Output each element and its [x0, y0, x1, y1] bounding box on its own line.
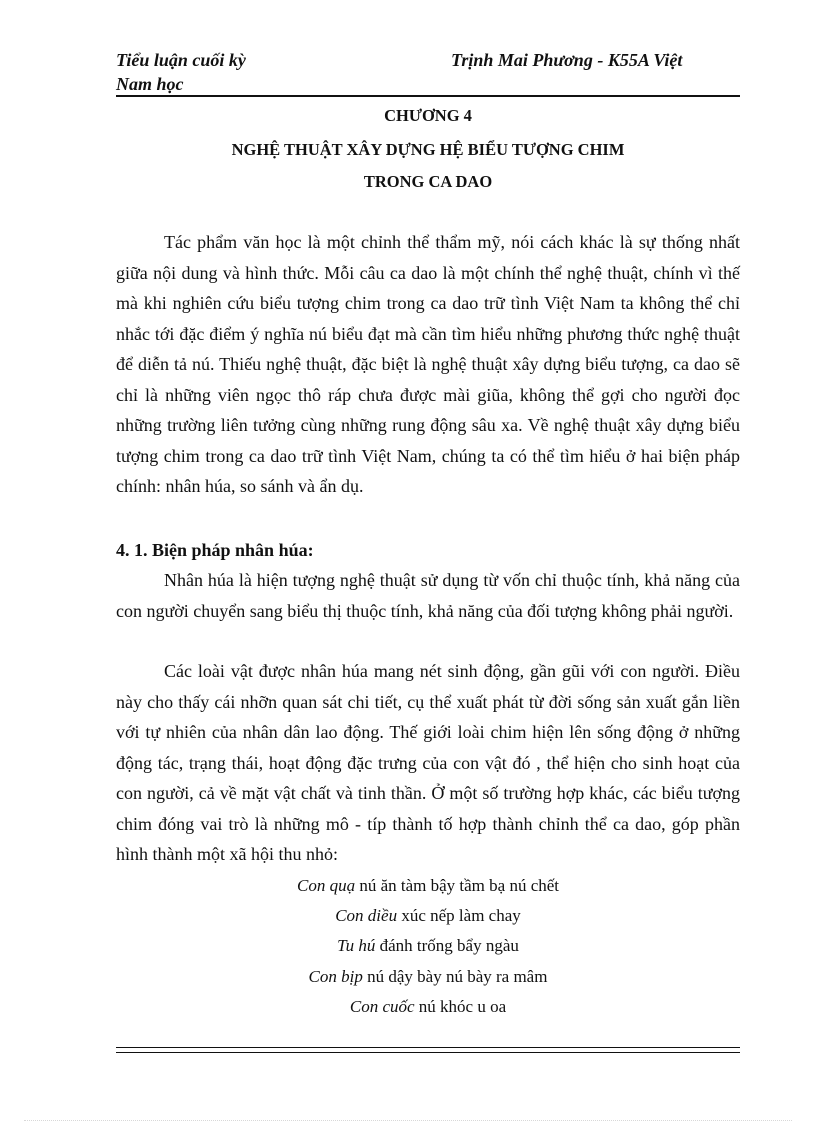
poem-line-text: đánh trống bẩy ngàu: [375, 936, 519, 956]
chapter-title-line-2: TRONG CA DAO: [363, 172, 493, 191]
poem-bird-name: Tu hú: [337, 936, 376, 956]
poem-line-text: nú ăn tàm bậy tầm bạ nú chết: [355, 876, 560, 895]
definition-paragraph: Nhân húa là hiện tượng nghệ thuật sử dụng từ vốn chỉ thuộc tính, khả năng của con người chuyển sang biểu thị thuộc tính, khả năng của đối tượng không phải người.: [116, 570, 740, 621]
header-rule: [116, 95, 740, 97]
footer-rule: [116, 1047, 740, 1053]
poem-line: [116, 901, 740, 931]
poem-line-text: xúc nếp làm chay: [397, 906, 521, 926]
poem-excerpt: [116, 871, 740, 1022]
poem-line: [116, 931, 740, 961]
header-course-title: Tiểu luận cuối kỳ: [116, 50, 246, 70]
header-continuation: Nam học: [116, 74, 184, 94]
poem-line: [116, 992, 740, 1022]
analysis-paragraph: Các loài vật được nhân húa mang nét sinh động, gần gũi với con người. Điều này cho thấy cái nhỡn quan sát chi tiết, cụ thể xuất phát từ đời sống sản xuất gắn liền với tự nhiên của nhân dân lao động. Thế giới loài chim hiện lên sống động ở những động tác, trạng thái, hoạt động đặc trưng của con vật đó , thể hiện cho sinh hoạt của con người, cả về mặt vật chất và tinh thần. Ở một số trường hợp khác, các biểu tượng chim đóng vai trò là những mô - típ thành tố hợp thành chỉnh thể ca dao, góp phần hình thành một xã hội thu nhỏ:: [116, 661, 740, 864]
poem-line-text: nú dậy bày nú bày ra mâm: [362, 966, 548, 986]
poem-bird-name: Con cuốc: [349, 996, 415, 1016]
poem-line-text: nú khóc u oa: [414, 996, 507, 1016]
section-heading: 4. 1. Biện pháp nhân húa:: [116, 540, 314, 560]
page-edge-divider: [24, 1120, 792, 1121]
poem-bird-name: Con bịp: [308, 966, 363, 986]
chapter-number: CHƯƠNG 4: [384, 106, 472, 125]
poem-line: [116, 871, 740, 901]
intro-paragraph: Tác phẩm văn học là một chỉnh thể thẩm mỹ, nói cách khác là sự thống nhất giữa nội dung và hình thức. Mỗi câu ca dao là một chính thể nghệ thuật, chính vì thế mà khi nghiên cứu biểu tượng chim trong ca dao trữ tình Việt Nam ta không thể chỉ nhắc tới đặc điểm ý nghĩa nú biểu đạt mà cần tìm hiểu những phương thức nghệ thuật để diễn tả nú. Thiếu nghệ thuật, đặc biệt là nghệ thuật xây dựng biểu tượng, ca dao sẽ chỉ là những viên ngọc thô ráp chưa được mài giũa, không thể gợi cho người đọc những trường liên tưởng cùng những rung động sâu xa. Về nghệ thuật xây dựng biểu tượng chim trong ca dao trữ tình Việt Nam, chúng ta có thể tìm hiểu ở hai biện pháp chính: nhân húa, so sánh và ẩn dụ.: [116, 232, 740, 496]
header-author: Trịnh Mai Phương - K55A Việt: [451, 50, 683, 70]
chapter-title-line-1: NGHỆ THUẬT XÂY DỰNG HỆ BIỂU TƯỢNG CHIM: [231, 140, 625, 159]
poem-bird-name: Con diều: [335, 906, 398, 926]
poem-line: [116, 962, 740, 992]
poem-bird-name: Con quạ: [296, 876, 356, 895]
